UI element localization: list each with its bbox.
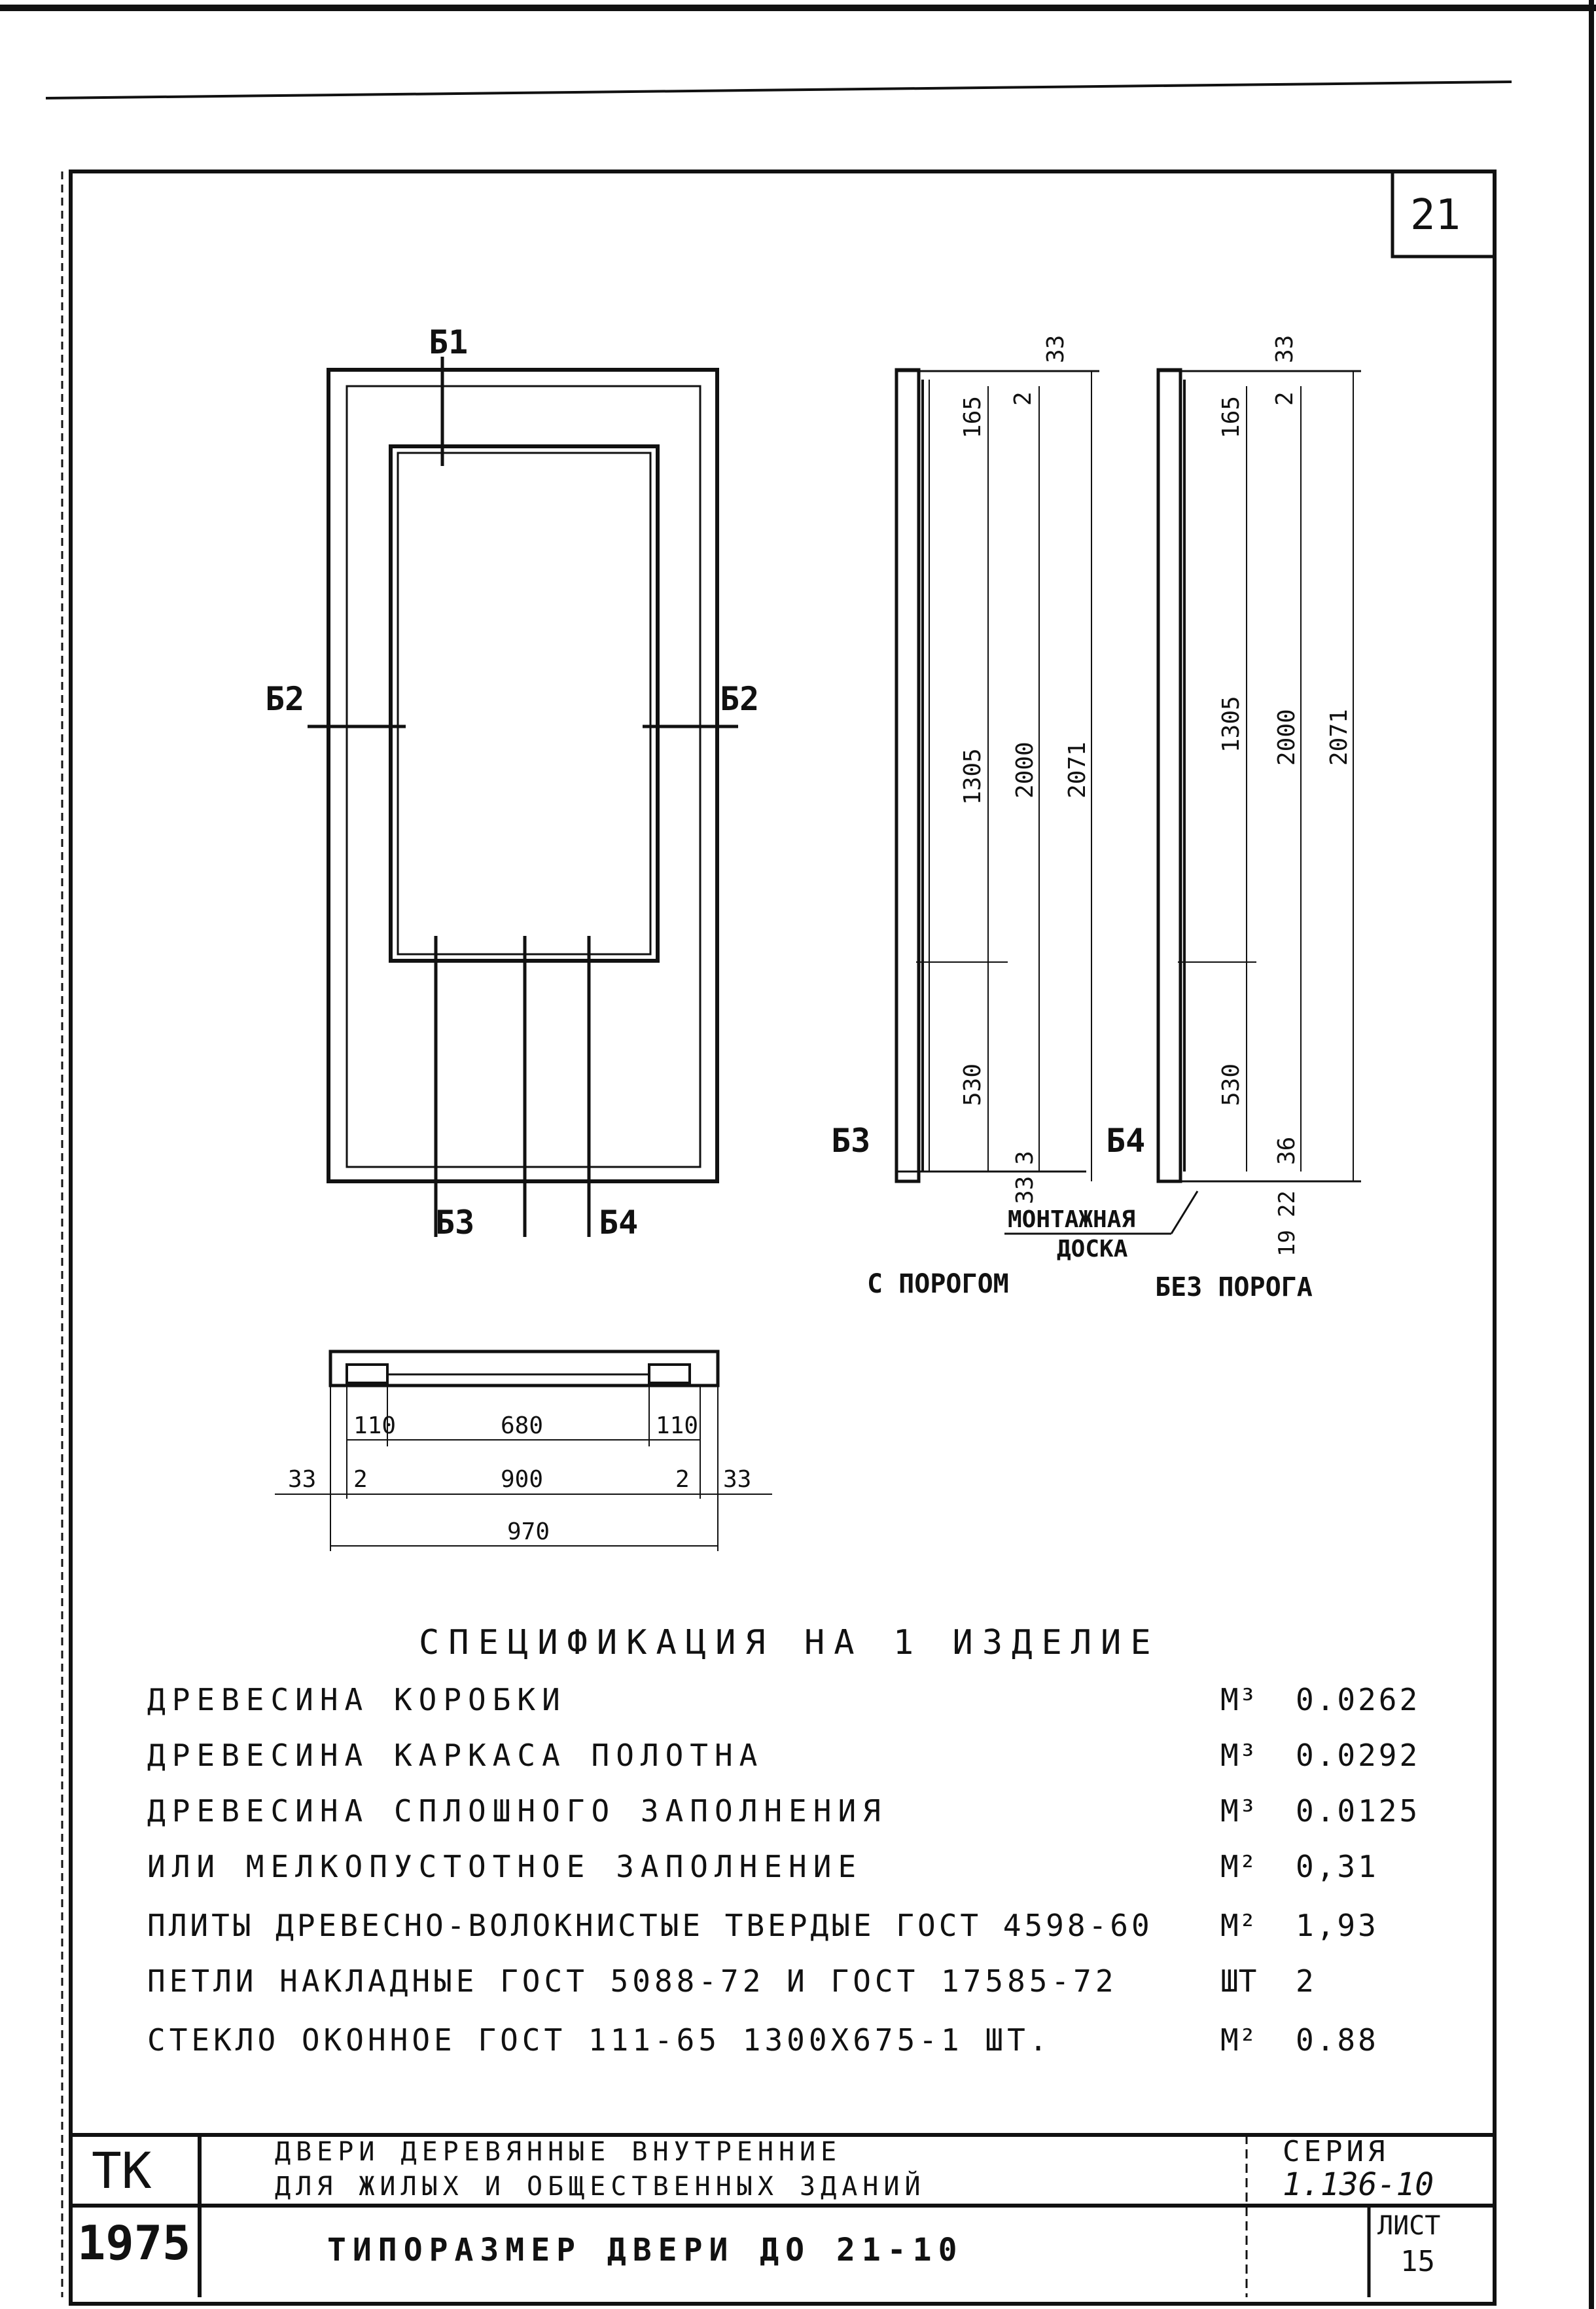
mounting-board-leader bbox=[1171, 1191, 1197, 1234]
spec-unit: М³ bbox=[1220, 1793, 1257, 1829]
spec-value: 1,93 bbox=[1296, 1908, 1379, 1943]
mounting-board-label-1: МОНТАЖНАЯ bbox=[1008, 1206, 1136, 1233]
spec-row bbox=[147, 2022, 1443, 2075]
plan-dim-33-left: 33 bbox=[288, 1466, 317, 1493]
spec-name: СТЕКЛО ОКОННОЕ ГОСТ 111-65 1300Х675-1 ШТ. bbox=[147, 2022, 1052, 2058]
plan-left-frame bbox=[347, 1365, 387, 1383]
spec-value: 0.88 bbox=[1296, 2022, 1379, 2058]
section-b2-left-label: Б2 bbox=[265, 680, 305, 718]
spec-value: 0.0262 bbox=[1296, 1682, 1421, 1717]
side-section-without-threshold bbox=[1155, 335, 1361, 1302]
dim-2-top: 2 bbox=[1010, 391, 1037, 406]
dim-b-2000: 2000 bbox=[1273, 709, 1300, 766]
spec-name: ПЕТЛИ НАКЛАДНЫЕ ГОСТ 5088-72 И ГОСТ 17585-72 bbox=[147, 1963, 1118, 1999]
section-b4-label: Б4 bbox=[599, 1204, 639, 1242]
dim-b-22: 22 bbox=[1274, 1190, 1300, 1217]
caption-without-threshold: БЕЗ ПОРОГА bbox=[1155, 1272, 1313, 1302]
mounting-board-label-2: ДОСКА bbox=[1057, 1236, 1128, 1262]
frame-profile-2 bbox=[1158, 370, 1180, 1181]
spec-unit: М³ bbox=[1220, 1682, 1257, 1717]
side-section-with-threshold bbox=[831, 335, 1145, 1299]
tb-series-value: 1.136-10 bbox=[1283, 2166, 1434, 2203]
dim-33-top: 33 bbox=[1042, 334, 1069, 363]
plan-dim-33-right: 33 bbox=[723, 1466, 752, 1493]
spec-row bbox=[147, 1849, 1443, 1901]
spec-unit: ШТ bbox=[1220, 1963, 1257, 1999]
dim-1305: 1305 bbox=[959, 748, 986, 805]
spec-row bbox=[147, 1738, 1443, 1790]
tb-title-line1: ДВЕРИ ДЕРЕВЯННЫЕ ВНУТРЕННИЕ bbox=[275, 2137, 842, 2167]
dim-b-19: 19 bbox=[1274, 1230, 1300, 1257]
dim-b-165: 165 bbox=[1218, 395, 1245, 439]
mark-b4: Б4 bbox=[1106, 1122, 1146, 1160]
dim-b-530: 530 bbox=[1218, 1063, 1245, 1106]
spec-name: ДРЕВЕСИНА КОРОБКИ bbox=[147, 1682, 567, 1717]
spec-name: ДРЕВЕСИНА КАРКАСА ПОЛОТНА bbox=[147, 1738, 764, 1773]
spec-name: ИЛИ МЕЛКОПУСТОТНОЕ ЗАПОЛНЕНИЕ bbox=[147, 1849, 863, 1884]
dim-b-2071: 2071 bbox=[1326, 709, 1353, 766]
dim-b-2: 2 bbox=[1271, 391, 1298, 406]
spec-unit: М² bbox=[1220, 1849, 1257, 1884]
dim-3: 3 bbox=[1012, 1151, 1038, 1165]
spec-name: ДРЕВЕСИНА СПЛОШНОГО ЗАПОЛНЕНИЯ bbox=[147, 1793, 887, 1829]
tb-title-line2: ДЛЯ ЖИЛЫХ И ОБЩЕСТВЕННЫХ ЗДАНИЙ bbox=[275, 2172, 926, 2202]
tb-org: ТК bbox=[92, 2141, 152, 2200]
spec-row bbox=[147, 1963, 1443, 2016]
spec-value: 0.0125 bbox=[1296, 1793, 1421, 1829]
plan-dim-110-right: 110 bbox=[656, 1412, 699, 1439]
mark-b3: Б3 bbox=[831, 1122, 871, 1160]
glass-opening-inner bbox=[398, 453, 650, 954]
spec-unit: М² bbox=[1220, 1908, 1257, 1943]
spec-value: 0,31 bbox=[1296, 1849, 1379, 1884]
plan-section bbox=[275, 1351, 772, 1551]
door-elevation bbox=[265, 323, 759, 1242]
spec-value: 2 bbox=[1296, 1963, 1317, 1999]
plan-dim-680: 680 bbox=[501, 1412, 544, 1439]
spec-row bbox=[147, 1793, 1443, 1846]
thin-top-line bbox=[46, 82, 1512, 98]
section-b1-label: Б1 bbox=[429, 323, 469, 361]
tb-year: 1975 bbox=[77, 2215, 191, 2270]
spec-value: 0.0292 bbox=[1296, 1738, 1421, 1773]
sheet-number: 21 bbox=[1410, 191, 1461, 240]
tb-sheet-value: 15 bbox=[1400, 2245, 1435, 2278]
dim-b-36: 36 bbox=[1273, 1136, 1300, 1165]
plan-dim-2-left: 2 bbox=[353, 1466, 368, 1493]
tb-sheet-label: ЛИСТ bbox=[1377, 2211, 1441, 2241]
frame-profile bbox=[896, 370, 919, 1181]
dim-530: 530 bbox=[959, 1063, 986, 1106]
spec-name: ПЛИТЫ ДРЕВЕСНО-ВОЛОКНИСТЫЕ ТВЕРДЫЕ ГОСТ 4598-60 bbox=[147, 1908, 1153, 1943]
spec-row bbox=[147, 1908, 1443, 1960]
plan-right-frame bbox=[649, 1365, 690, 1383]
plan-dim-2-right: 2 bbox=[675, 1466, 690, 1493]
spec-row bbox=[147, 1682, 1443, 1734]
plan-dim-900: 900 bbox=[501, 1466, 544, 1493]
specification-title: СПЕЦИФИКАЦИЯ НА 1 ИЗДЕЛИЕ bbox=[419, 1623, 1160, 1662]
dim-165: 165 bbox=[959, 395, 986, 439]
tb-subtitle: ТИПОРАЗМЕР ДВЕРИ ДО 21-10 bbox=[327, 2232, 964, 2268]
dim-b-1305: 1305 bbox=[1218, 696, 1245, 753]
dim-33-bottom: 33 bbox=[1012, 1175, 1038, 1204]
dim-2071: 2071 bbox=[1064, 742, 1091, 798]
section-b2-right-label: Б2 bbox=[720, 680, 760, 718]
spec-unit: М³ bbox=[1220, 1738, 1257, 1773]
section-b3-label: Б3 bbox=[435, 1204, 475, 1242]
plan-dim-970: 970 bbox=[507, 1518, 550, 1545]
caption-with-threshold: С ПОРОГОМ bbox=[867, 1269, 1009, 1299]
glass-opening bbox=[391, 446, 658, 961]
tb-series-label: СЕРИЯ bbox=[1283, 2135, 1389, 2168]
plan-dim-110-left: 110 bbox=[353, 1412, 397, 1439]
dim-2000: 2000 bbox=[1012, 742, 1038, 798]
spec-unit: М² bbox=[1220, 2022, 1257, 2058]
dim-b-33: 33 bbox=[1271, 334, 1298, 363]
